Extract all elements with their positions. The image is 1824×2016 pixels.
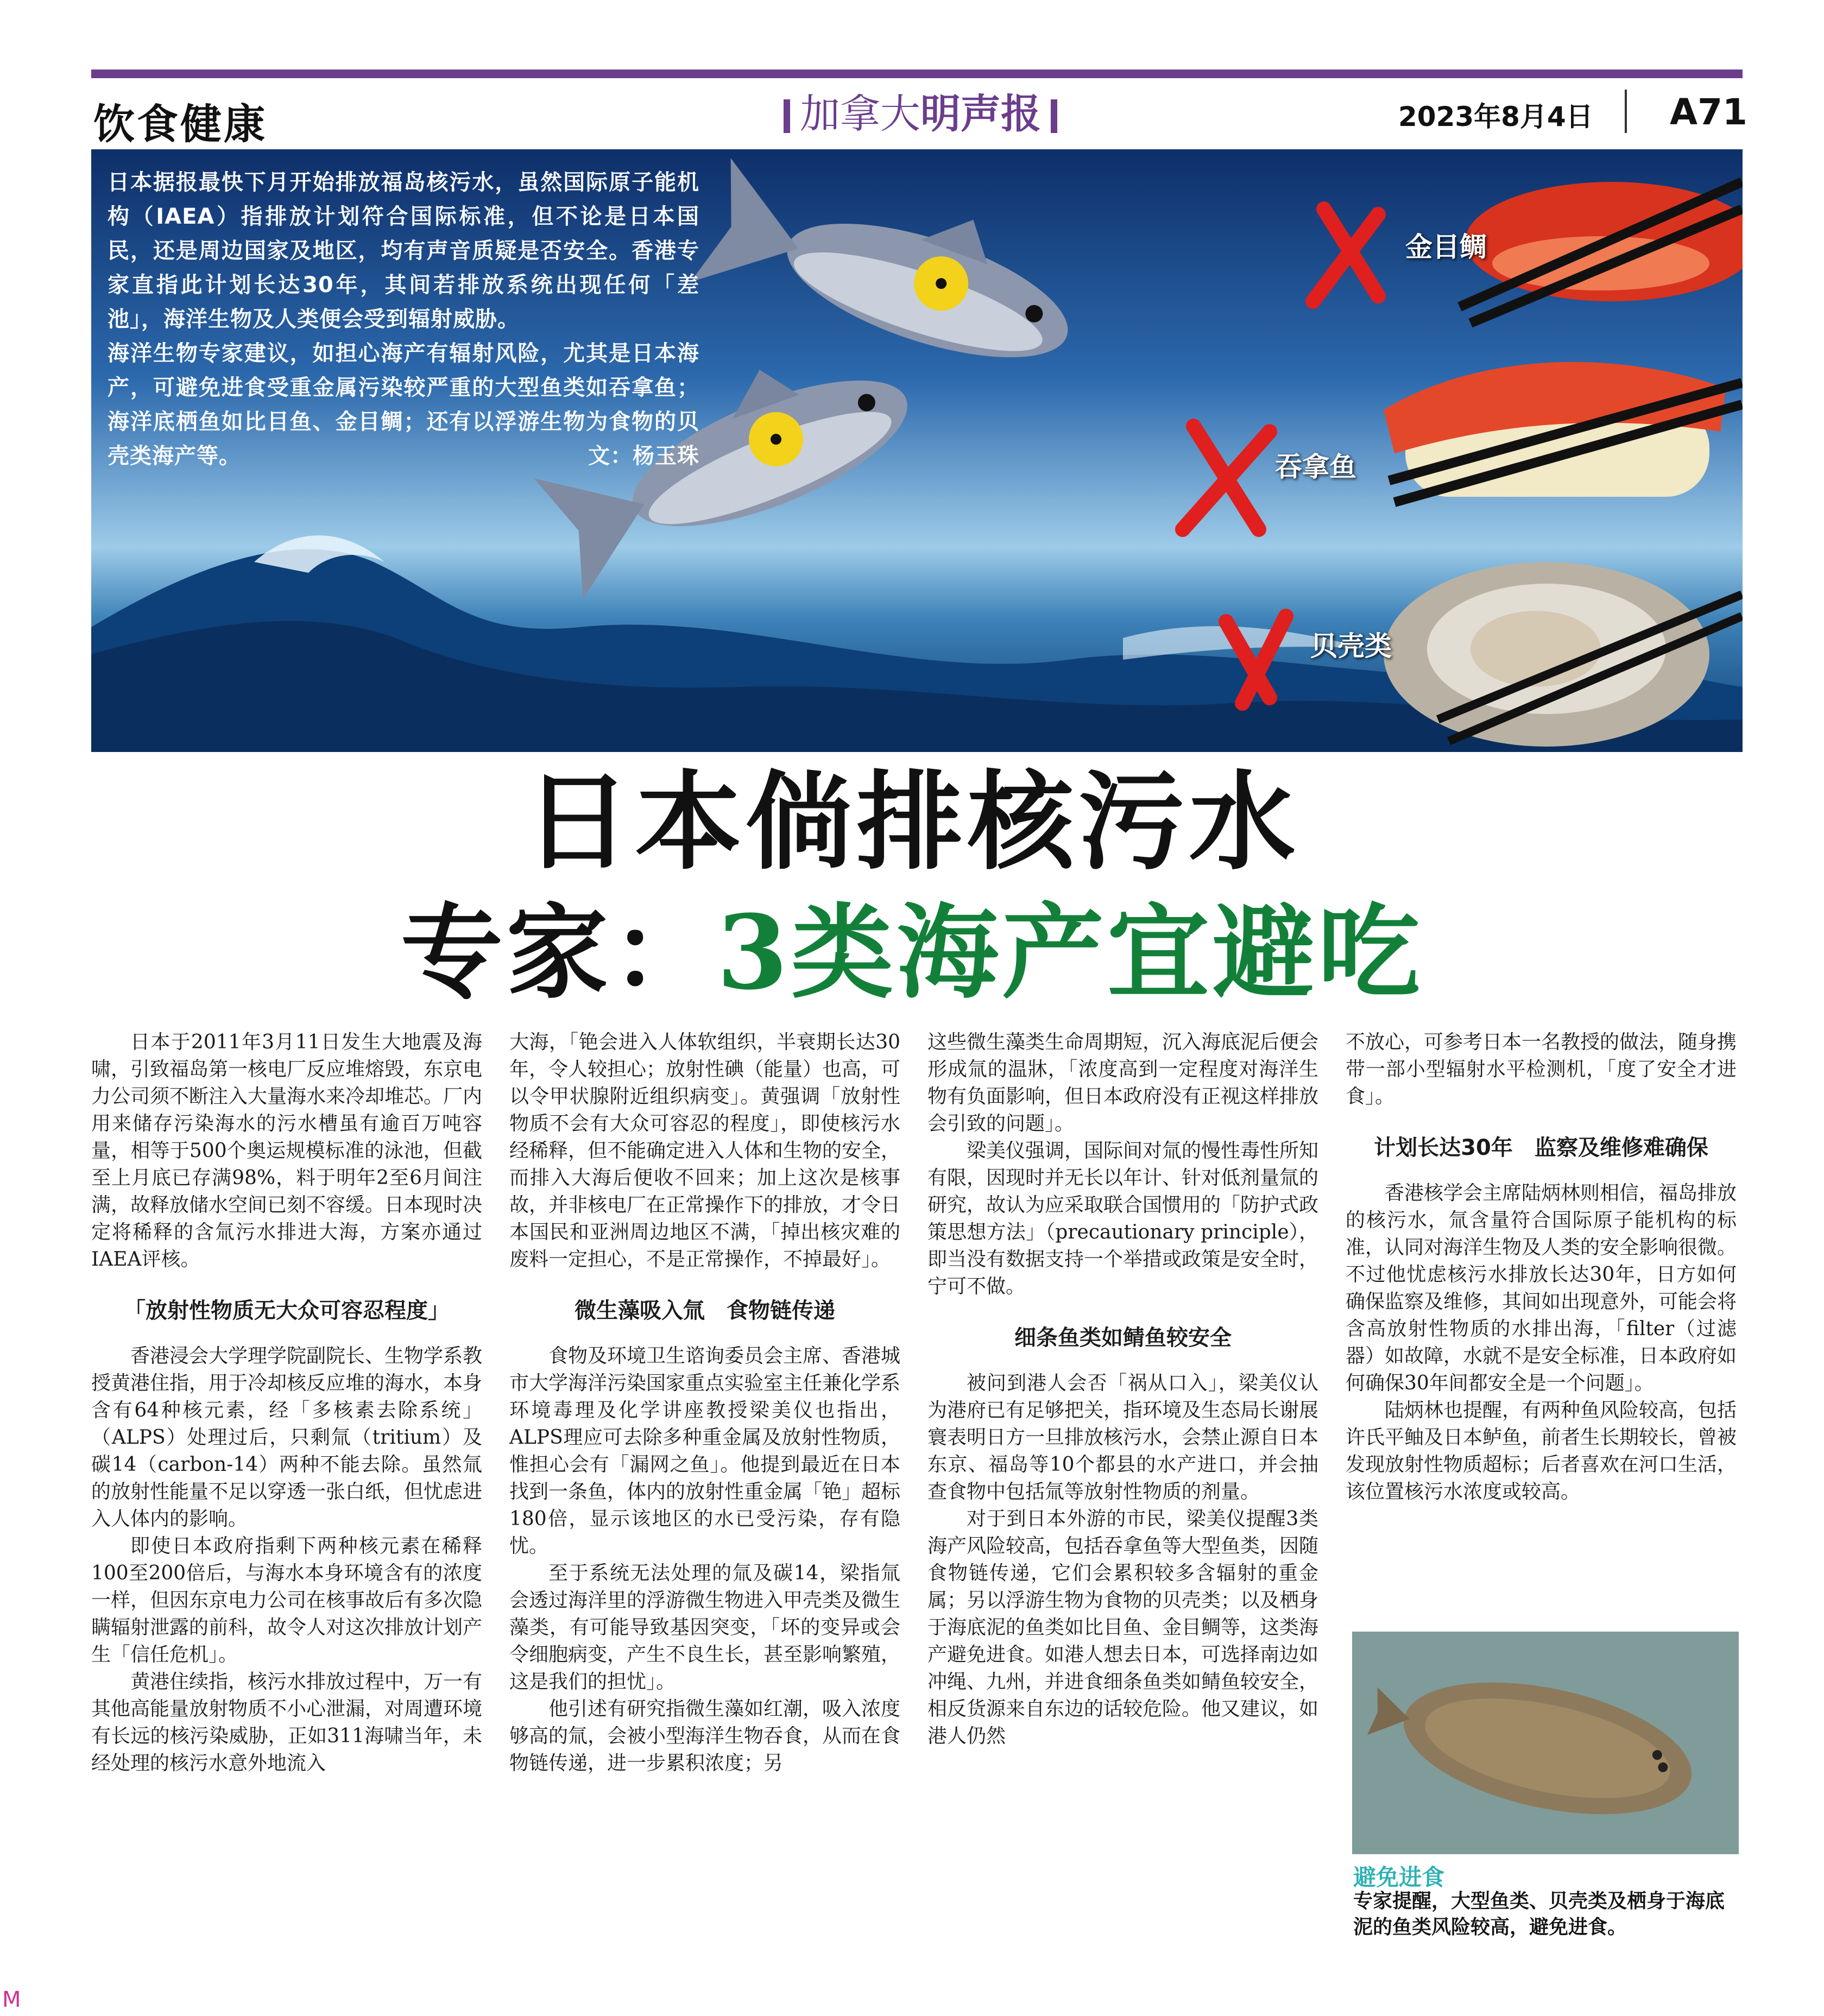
label-tuna: 吞拿鱼 <box>1275 451 1356 483</box>
lead-text-2: 海洋生物专家建议，如担心海产有辐射风险，尤其是日本海产，可避免进食受重金属污染较严重的大型鱼类如吞拿鱼；海洋底栖鱼如比目鱼、金目鲷；还有以浮游生物为食物的贝壳类海产等。 文：杨玉珠 <box>108 337 699 473</box>
paragraph: 对于到日本外游的市民，梁美仪提醒3类海产风险较高，包括吞拿鱼等大型鱼类，因随食物链传递，它们会累积较多含辐射的重金属；另以浮游生物为食物的贝壳类；以及栖身于海底泥的鱼类如比目鱼、金目鲷等，这类海产避免进食。如港人想去日本，可选择南边如冲绳、九州，并进食细条鱼类如鲭鱼较安全，相反货源来自东边的话较危险。他又建议，如港人仍然 <box>927 1508 1319 1747</box>
cross-icon <box>1313 209 1378 301</box>
photo-caption-title: 避免进食 <box>1353 1864 1445 1891</box>
subheading: 微生藻吸入氚 食物链传递 <box>575 1298 835 1323</box>
headline-sub-main: 3类海产宜避吃 <box>717 893 1423 1013</box>
issue-date: 2023年8月4日 <box>1398 101 1593 132</box>
header-divider <box>1625 90 1627 133</box>
subheading: 计划长达30年 监察及维修难确保 <box>1374 1135 1708 1160</box>
paragraph: 香港核学会主席陆炳林则相信，福岛排放的核污水，氚含量符合国际原子能机构的标准，认同对海洋生物及人类的安全影响很微。不过他忧虑核污水排放长达30年，日方如何确保监察及维修，其间如出现意外，可能会将含高放射性物质的水排出海，「filter（过滤器）如故障，水就不是安全标准，日本政府如何确保30年间都安全是一个问题」。 <box>1346 1182 1737 1394</box>
paragraph: 陆炳林也提醒，有两种鱼风险较高，包括许氏平鲉及日本鲈鱼，前者生长期较长，曾被发现放射性物质超标；后者喜欢在河口生活，该位置核污水浓度或较高。 <box>1346 1399 1737 1503</box>
radioactive-fish-icon <box>690 149 1092 398</box>
headline-main: 日本倘排核污水 <box>524 761 1300 884</box>
label-red-snapper: 金目鲷 <box>1405 231 1487 263</box>
article-column-2 <box>509 1029 900 1777</box>
paragraph: 至于系统无法处理的氚及碳14，梁指氚会透过海洋里的浮游微生物进入甲壳类及微生藻类，有可能导致基因突变，「坏的变异或会令细胞病变，产生不良生长，甚至影响繁殖，这是我们的担忧」。 <box>509 1562 901 1693</box>
subheading: 「放射性物质无大众可容忍程度」 <box>124 1298 450 1323</box>
paper-prefix: 加拿大 <box>800 91 920 137</box>
page-number: A71 <box>1670 91 1747 133</box>
article-column-1 <box>91 1029 482 1777</box>
paragraph: 即使日本政府指剩下两种核元素在稀释100至200倍后，与海水本身环境含有的浓度一样，但因东京电力公司在核事故后有多次隐瞒辐射泄露的前科，故令人对这次排放计划产生「信任危机」。 <box>91 1535 483 1666</box>
paragraph: 不放心，可参考日本一名教授的做法，随身携带一部小型辐射水平检测机，「度了安全才进食」。 <box>1346 1031 1737 1108</box>
subheading: 细条鱼类如鲭鱼较安全 <box>1014 1325 1232 1350</box>
newspaper-masthead <box>747 87 1094 141</box>
photo-caption: 专家提醒，大型鱼类、贝壳类及栖身于海底泥的鱼类风险较高，避免进食。 <box>1353 1890 1725 1938</box>
paragraph: 日本于2011年3月11日发生大地震及海啸，引致福岛第一核电厂反应堆熔毁，东京电力公司须不断注入大量海水来冷却堆芯。厂内用来储存污染海水的污水槽虽有逾百万吨容量，相等于500个奥运规模标准的泳池，但截至上月底已存满98%，料于明年2至6月间注满，故释放储水空间已刻不容缓。日本现时决定将稀释的含氚污水排进大海，方案亦通过IAEA评核。 <box>91 1031 483 1271</box>
article-column-3 <box>927 1029 1318 1750</box>
author-credit: 文：杨玉珠 <box>588 444 699 469</box>
paragraph: 梁美仪强调，国际间对氚的慢性毒性所知有限，因现时并无长以年计、针对低剂量氚的研究，故认为应采取联合国惯用的「防护式政策思想方法」（precautionary principle），即当没有数据支持一个举措或政策是安全时，宁可不做。 <box>927 1140 1319 1298</box>
hero-image <box>91 149 1743 752</box>
headline-sub-prefix: 专家： <box>401 893 717 1013</box>
article-column-4 <box>1346 1029 1737 1506</box>
tuna-sushi-icon <box>1384 362 1742 502</box>
paragraph: 被问到港人会否「祸从口入」，梁美仪认为港府已有足够把关，指环境及生态局长谢展寰表明日方一旦排放核污水，会禁止源自日本东京、福岛等10个都县的水产进口，并会抽查食物中包括氚等放射性物质的剂量。 <box>927 1372 1319 1503</box>
masthead-bar-right <box>1051 99 1057 133</box>
paragraph: 这些微生藻类生命周期短，沉入海底泥后便会形成氚的温牀，「浓度高到一定程度对海洋生物有负面影响，但日本政府没有正视这样排放会引致的问题」。 <box>927 1031 1319 1135</box>
paragraph: 食物及环境卫生谘询委员会主席、香港城市大学海洋污染国家重点实验室主任兼化学系环境毒理及化学讲座教授梁美仪也指出，ALPS理应可去除多种重金属及放射性物质，惟担心会有「漏网之鱼」。他提到最近在日本找到一条鱼，体内的放射性重金属「铯」超标180倍，显示该地区的水已受污染，存有隐忧。 <box>509 1345 901 1557</box>
masthead-bar-left <box>784 99 790 133</box>
paragraph: 大海，「铯会进入人体软组织，半衰期长达30年，令人较担心；放射性碘（能量）也高，可以令甲状腺附近组织病变」。黄强调「放射性物质不会有大众可容忍的程度」，即使核污水经稀释，但不能确定进入人体和生物的安全，而排入大海后便收不回来；加上这次是核事故，并非核电厂在正常操作下的排放，才令日本国民和亚洲周边地区不满，「掉出核灾难的废料一定担心，不是正常操作，不掉最好」。 <box>509 1031 901 1271</box>
header-rule <box>91 69 1743 78</box>
lead-text: 日本据报最快下月开始排放福岛核污水，虽然国际原子能机构（IAEA）指排放计划符合国际标准，但不论是日本国民，还是周边国家及地区，均有声音质疑是否安全。香港专家直指此计划长达30年，其间若排放系统出现任何「差池」，海洋生物及人类便会受到辐射威胁。 <box>108 170 699 332</box>
paragraph: 黄港住续指，核污水排放过程中，万一有其他高能量放射物质不小心泄漏，对周遭环境有长远的核污染威胁，正如311海啸当年，未经处理的核污水意外地流入 <box>91 1671 483 1774</box>
flatfish-photo <box>1352 1632 1739 1854</box>
lead-paragraph <box>108 166 699 473</box>
cross-icon <box>1183 426 1270 529</box>
flatfish-icon <box>1352 1632 1739 1854</box>
paragraph: 他引述有研究指微生藻如红潮，吸入浓度够高的氚，会被小型海洋生物吞食，从而在食物链传递，进一步累积浓度；另 <box>509 1698 901 1774</box>
red-snapper-icon <box>1460 182 1743 323</box>
print-mark: M <box>2 1987 21 2012</box>
headline-sub <box>0 890 1824 1015</box>
paragraph: 香港浸会大学理学院副院长、生物学系教授黄港住指，用于冷却核反应堆的海水，本身含有64种核元素，经「多核素去除系统」（ALPS）处理过后，只剩氚（tritium）及碳14（carbon-14）两种不能去除。虽然氚的放射性能量不足以穿透一张白纸，但忧虑进入人体内的影响。 <box>91 1345 483 1530</box>
section-title: 饮食健康 <box>93 100 267 148</box>
paper-name: 明声报 <box>920 91 1041 137</box>
label-shellfish: 贝壳类 <box>1310 630 1392 662</box>
